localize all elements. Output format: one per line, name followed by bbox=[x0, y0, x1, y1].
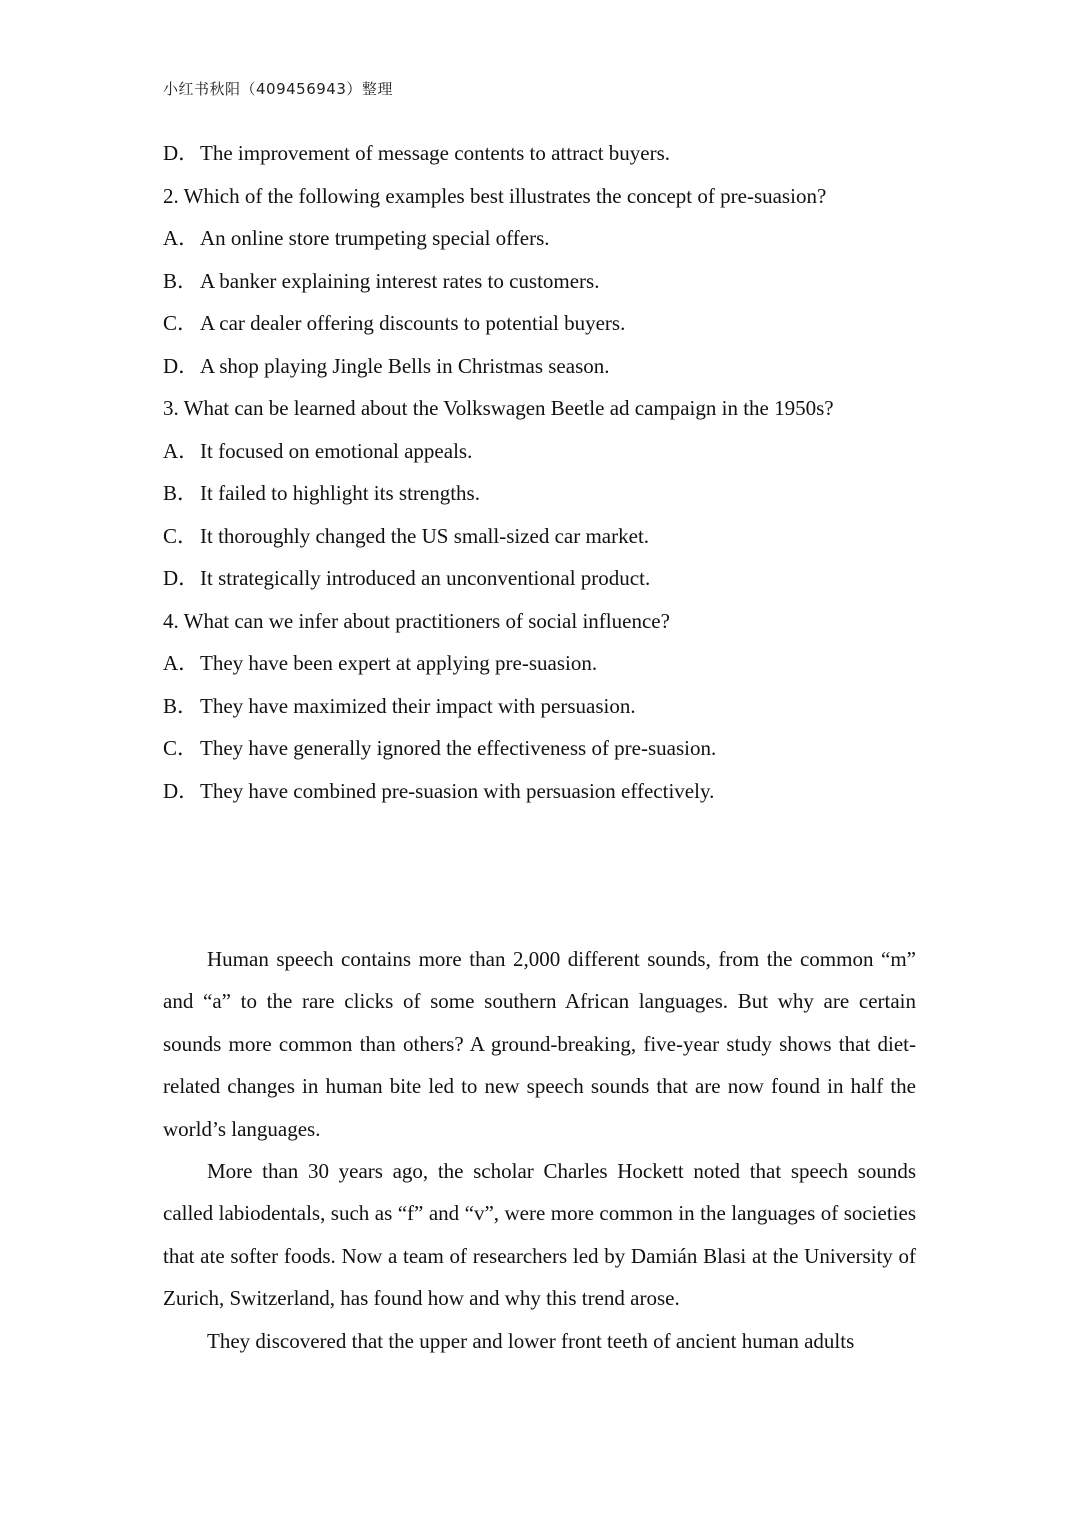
option-text: A banker explaining interest rates to customers. bbox=[200, 268, 600, 293]
option-text: It strategically introduced an unconventional product. bbox=[200, 566, 651, 590]
option-text: It focused on emotional appeals. bbox=[200, 438, 473, 463]
option-text: An online store trumpeting special offers. bbox=[200, 226, 550, 250]
option-letter: A． bbox=[163, 226, 200, 250]
option-letter: D． bbox=[163, 566, 200, 590]
option-letter: C． bbox=[163, 523, 199, 548]
question-2-stem: 2. Which of the following examples best illustrates the concept of pre-suasion? bbox=[163, 183, 827, 208]
question-4-stem: 4. What can we infer about practitioners of social influence? bbox=[163, 608, 670, 633]
passage-paragraph-3: They discovered that the upper and lower front teeth of ancient human adults bbox=[207, 1328, 855, 1353]
page-header: 小红书秋阳（409456943）整理 bbox=[163, 80, 393, 98]
option-3-a bbox=[163, 434, 923, 477]
option-2-a bbox=[163, 221, 923, 264]
option-letter: B． bbox=[163, 268, 199, 293]
option-text: It failed to highlight its strengths. bbox=[200, 481, 480, 505]
option-letter: B． bbox=[163, 693, 199, 718]
option-text: They have combined pre-suasion with persuasion effectively. bbox=[200, 778, 715, 803]
passage-paragraph-2: More than 30 years ago, the scholar Charles Hockett noted that speech sounds called labiodentals, such as “f” and “v”, were more common in the languages of societies that ate softer foods. Now a team of researchers led by Damián Blasi at the University of Zurich, Switzerland, has found how and why this trend arose. bbox=[163, 1159, 916, 1311]
option-letter: D． bbox=[163, 778, 200, 803]
option-2-b bbox=[163, 264, 923, 307]
option-3-c bbox=[163, 519, 923, 562]
option-letter: D． bbox=[163, 141, 200, 165]
option-4-a bbox=[163, 646, 923, 689]
option-letter: A． bbox=[163, 438, 200, 463]
option-text: A shop playing Jingle Bells in Christmas season. bbox=[200, 353, 610, 378]
option-1-d bbox=[163, 136, 923, 179]
option-2-c bbox=[163, 306, 923, 349]
option-3-d bbox=[163, 561, 923, 604]
option-text: They have generally ignored the effectiveness of pre-suasion. bbox=[200, 736, 717, 760]
option-text: It thoroughly changed the US small-sized car market. bbox=[200, 523, 650, 548]
option-letter: B． bbox=[163, 481, 199, 505]
option-2-d bbox=[163, 349, 923, 392]
passage-paragraph-1: Human speech contains more than 2,000 different sounds, from the common “m” and “a” to the rare clicks of some southern African languages. But why are certain sounds more common than others? A ground-breaking, five-year study shows that diet-related changes in human bite led to new speech sounds that are now found in half the world’s languages. bbox=[163, 947, 916, 1141]
option-letter: C． bbox=[163, 736, 199, 760]
option-text: The improvement of message contents to attract buyers. bbox=[200, 141, 671, 165]
option-letter: A． bbox=[163, 651, 200, 675]
option-text: They have been expert at applying pre-suasion. bbox=[200, 651, 598, 675]
option-4-b bbox=[163, 689, 923, 732]
option-text: A car dealer offering discounts to potential buyers. bbox=[200, 311, 626, 335]
option-text: They have maximized their impact with persuasion. bbox=[200, 693, 636, 718]
question-3-stem: 3. What can be learned about the Volkswagen Beetle ad campaign in the 1950s? bbox=[163, 396, 834, 420]
option-3-b bbox=[163, 476, 923, 519]
option-letter: D． bbox=[163, 353, 200, 378]
option-4-d bbox=[163, 774, 923, 817]
reading-passage bbox=[163, 938, 916, 1362]
question-list bbox=[163, 136, 923, 816]
option-4-c bbox=[163, 731, 923, 774]
option-letter: C． bbox=[163, 311, 199, 335]
